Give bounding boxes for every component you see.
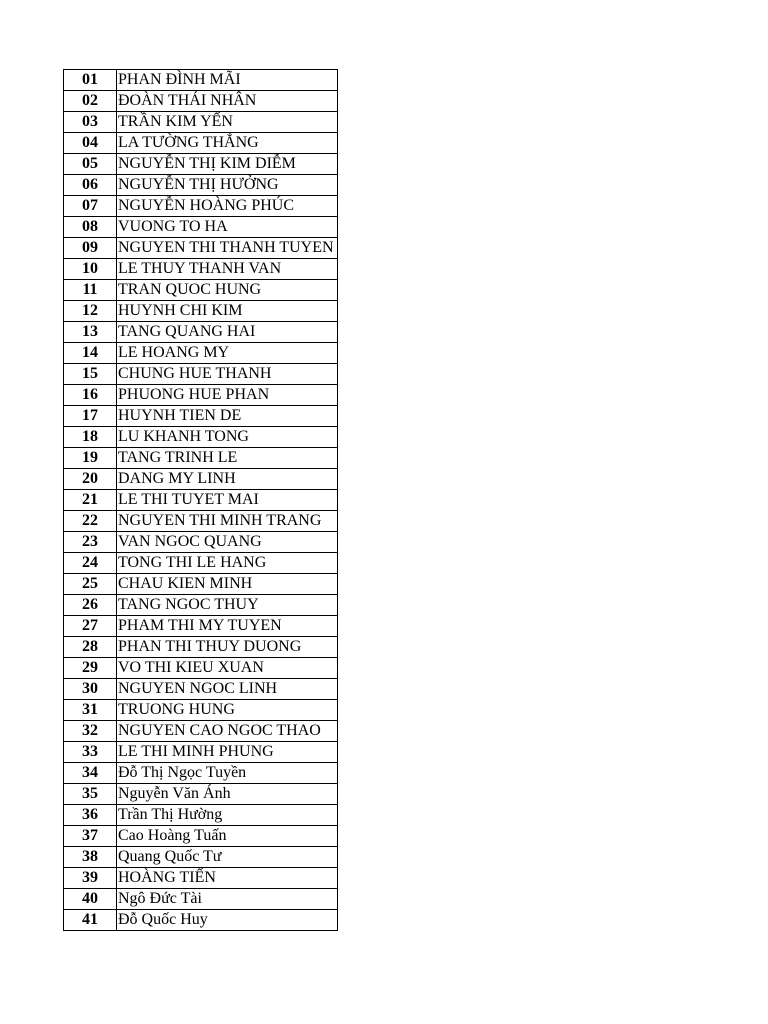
table-row: [64, 700, 338, 721]
person-name-cell: VUONG TO HA: [117, 217, 338, 238]
row-number-cell: 40: [64, 889, 117, 910]
table-row: [64, 910, 338, 931]
row-number-cell: 07: [64, 196, 117, 217]
table-row: [64, 490, 338, 511]
table-row: [64, 469, 338, 490]
table-row: [64, 763, 338, 784]
table-row: [64, 511, 338, 532]
row-number-cell: 38: [64, 847, 117, 868]
person-name-cell: LE THI TUYET MAI: [117, 490, 338, 511]
row-number-cell: 31: [64, 700, 117, 721]
row-number-cell: 28: [64, 637, 117, 658]
person-name-cell: CHAU KIEN MINH: [117, 574, 338, 595]
person-name-cell: Quang Quốc Tư: [117, 847, 338, 868]
person-name-cell: TONG THI LE HANG: [117, 553, 338, 574]
name-list-body: [64, 70, 338, 931]
row-number-cell: 20: [64, 469, 117, 490]
person-name-cell: PHUONG HUE PHAN: [117, 385, 338, 406]
row-number-cell: 08: [64, 217, 117, 238]
person-name-cell: TRẦN KIM YẾN: [117, 112, 338, 133]
table-row: [64, 847, 338, 868]
row-number-cell: 01: [64, 70, 117, 91]
table-row: [64, 658, 338, 679]
table-row: [64, 889, 338, 910]
table-row: [64, 805, 338, 826]
table-row: [64, 301, 338, 322]
table-row: [64, 364, 338, 385]
row-number-cell: 19: [64, 448, 117, 469]
row-number-cell: 30: [64, 679, 117, 700]
table-row: [64, 721, 338, 742]
person-name-cell: Cao Hoàng Tuấn: [117, 826, 338, 847]
table-row: [64, 427, 338, 448]
person-name-cell: TRAN QUOC HUNG: [117, 280, 338, 301]
table-row: [64, 259, 338, 280]
person-name-cell: VAN NGOC QUANG: [117, 532, 338, 553]
table-row: [64, 175, 338, 196]
row-number-cell: 34: [64, 763, 117, 784]
table-row: [64, 154, 338, 175]
person-name-cell: HUYNH TIEN DE: [117, 406, 338, 427]
person-name-cell: ĐOÀN THÁI NHÂN: [117, 91, 338, 112]
person-name-cell: PHAM THI MY TUYEN: [117, 616, 338, 637]
row-number-cell: 35: [64, 784, 117, 805]
row-number-cell: 36: [64, 805, 117, 826]
row-number-cell: 05: [64, 154, 117, 175]
row-number-cell: 03: [64, 112, 117, 133]
table-row: [64, 595, 338, 616]
table-row: [64, 133, 338, 154]
row-number-cell: 33: [64, 742, 117, 763]
row-number-cell: 26: [64, 595, 117, 616]
table-row: [64, 574, 338, 595]
person-name-cell: NGUYỄN HOÀNG PHÚC: [117, 196, 338, 217]
person-name-cell: TANG NGOC THUY: [117, 595, 338, 616]
row-number-cell: 24: [64, 553, 117, 574]
row-number-cell: 32: [64, 721, 117, 742]
table-row: [64, 553, 338, 574]
table-row: [64, 385, 338, 406]
person-name-cell: NGUYEN THI MINH TRANG: [117, 511, 338, 532]
person-name-cell: CHUNG HUE THANH: [117, 364, 338, 385]
person-name-cell: LE THUY THANH VAN: [117, 259, 338, 280]
table-row: [64, 826, 338, 847]
row-number-cell: 12: [64, 301, 117, 322]
row-number-cell: 04: [64, 133, 117, 154]
person-name-cell: NGUYEN NGOC LINH: [117, 679, 338, 700]
person-name-cell: TRUONG HUNG: [117, 700, 338, 721]
row-number-cell: 23: [64, 532, 117, 553]
row-number-cell: 37: [64, 826, 117, 847]
row-number-cell: 06: [64, 175, 117, 196]
person-name-cell: HUYNH CHI KIM: [117, 301, 338, 322]
table-row: [64, 616, 338, 637]
row-number-cell: 16: [64, 385, 117, 406]
table-row: [64, 217, 338, 238]
table-row: [64, 322, 338, 343]
person-name-cell: NGUYỄN THỊ KIM DIỄM: [117, 154, 338, 175]
row-number-cell: 14: [64, 343, 117, 364]
table-row: [64, 868, 338, 889]
row-number-cell: 17: [64, 406, 117, 427]
row-number-cell: 29: [64, 658, 117, 679]
row-number-cell: 11: [64, 280, 117, 301]
table-row: [64, 196, 338, 217]
person-name-cell: Đỗ Quốc Huy: [117, 910, 338, 931]
row-number-cell: 18: [64, 427, 117, 448]
table-row: [64, 70, 338, 91]
row-number-cell: 02: [64, 91, 117, 112]
table-row: [64, 280, 338, 301]
person-name-cell: Đỗ Thị Ngọc Tuyền: [117, 763, 338, 784]
row-number-cell: 21: [64, 490, 117, 511]
person-name-cell: Ngô Đức Tài: [117, 889, 338, 910]
table-row: [64, 637, 338, 658]
row-number-cell: 09: [64, 238, 117, 259]
row-number-cell: 13: [64, 322, 117, 343]
table-row: [64, 112, 338, 133]
row-number-cell: 22: [64, 511, 117, 532]
person-name-cell: LA TƯỜNG THẮNG: [117, 133, 338, 154]
person-name-cell: Trần Thị Hường: [117, 805, 338, 826]
person-name-cell: TANG QUANG HAI: [117, 322, 338, 343]
person-name-cell: LU KHANH TONG: [117, 427, 338, 448]
person-name-cell: NGUYỄN THỊ HƯỞNG: [117, 175, 338, 196]
person-name-cell: Nguyễn Văn Ánh: [117, 784, 338, 805]
table-row: [64, 448, 338, 469]
person-name-cell: DANG MY LINH: [117, 469, 338, 490]
person-name-cell: TANG TRINH LE: [117, 448, 338, 469]
row-number-cell: 10: [64, 259, 117, 280]
table-row: [64, 406, 338, 427]
person-name-cell: NGUYEN CAO NGOC THAO: [117, 721, 338, 742]
table-row: [64, 532, 338, 553]
person-name-cell: PHAN ĐÌNH MÃI: [117, 70, 338, 91]
table-row: [64, 679, 338, 700]
table-row: [64, 91, 338, 112]
table-row: [64, 343, 338, 364]
row-number-cell: 27: [64, 616, 117, 637]
person-name-cell: NGUYEN THI THANH TUYEN: [117, 238, 338, 259]
table-row: [64, 784, 338, 805]
name-list-table: [63, 69, 338, 931]
row-number-cell: 25: [64, 574, 117, 595]
row-number-cell: 41: [64, 910, 117, 931]
person-name-cell: VO THI KIEU XUAN: [117, 658, 338, 679]
table-row: [64, 742, 338, 763]
table-row: [64, 238, 338, 259]
person-name-cell: LE HOANG MY: [117, 343, 338, 364]
person-name-cell: HOÀNG TIẾN: [117, 868, 338, 889]
person-name-cell: LE THI MINH PHUNG: [117, 742, 338, 763]
person-name-cell: PHAN THI THUY DUONG: [117, 637, 338, 658]
row-number-cell: 15: [64, 364, 117, 385]
row-number-cell: 39: [64, 868, 117, 889]
